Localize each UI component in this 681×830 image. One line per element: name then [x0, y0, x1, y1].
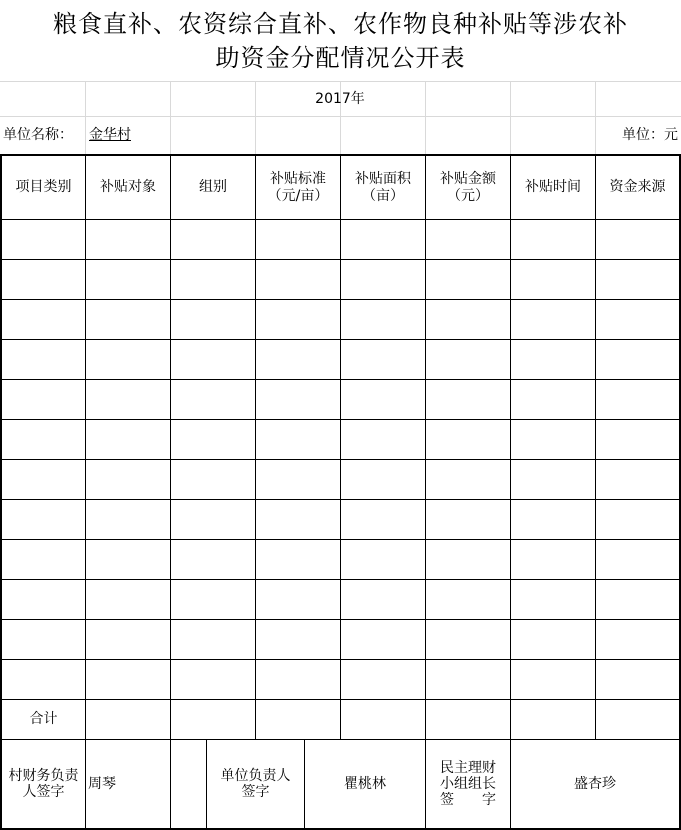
unit-name-label: 单位名称：: [3, 127, 73, 144]
grid-line: [85, 81, 86, 155]
signature-line: [85, 739, 86, 829]
table-line: [510, 154, 511, 740]
table-line: [595, 154, 596, 740]
header-subsidy-target: 补贴对象: [100, 179, 156, 196]
header-subsidy-standard: 补贴标准 （元/亩）: [267, 171, 329, 204]
header-subsidy-area: 补贴面积 （亩）: [355, 171, 411, 204]
table-line: [170, 154, 171, 740]
header-subsidy-amount: 补贴金额 （元）: [440, 171, 496, 204]
header-project-category: 项目类别: [15, 179, 72, 196]
report-year: 2017年: [315, 90, 365, 107]
finance-signature-name: 周琴: [88, 775, 116, 792]
header-group: 组别: [199, 179, 227, 196]
unit-currency: 单位：元: [622, 127, 678, 144]
finance-group-signature-name: 盛杏珍: [574, 775, 616, 792]
grid-line: [510, 81, 511, 155]
unit-head-signature-name: 瞿桃林: [344, 775, 386, 792]
grid-line: [425, 81, 426, 155]
unit-name-value: 金华村: [89, 127, 131, 144]
header-subsidy-time: 补贴时间: [525, 179, 581, 196]
total-label: 合计: [29, 711, 58, 728]
table-line: [340, 154, 341, 740]
header-fund-source: 资金来源: [609, 179, 666, 196]
document-title: 粮食直补、农资综合直补、农作物良种补贴等涉农补 助资金分配情况公开表: [53, 10, 628, 72]
finance-group-signature-label: 民主理财 小组组长 签 字: [440, 759, 496, 809]
unit-head-signature-label: 单位负责人 签字: [220, 767, 291, 800]
table-line: [425, 154, 426, 740]
finance-signature-label: 村财务负责 人签字: [8, 767, 79, 800]
table-line: [255, 154, 256, 740]
grid-line: [170, 81, 171, 155]
signature-line: [170, 739, 171, 829]
table-line: [85, 154, 86, 740]
